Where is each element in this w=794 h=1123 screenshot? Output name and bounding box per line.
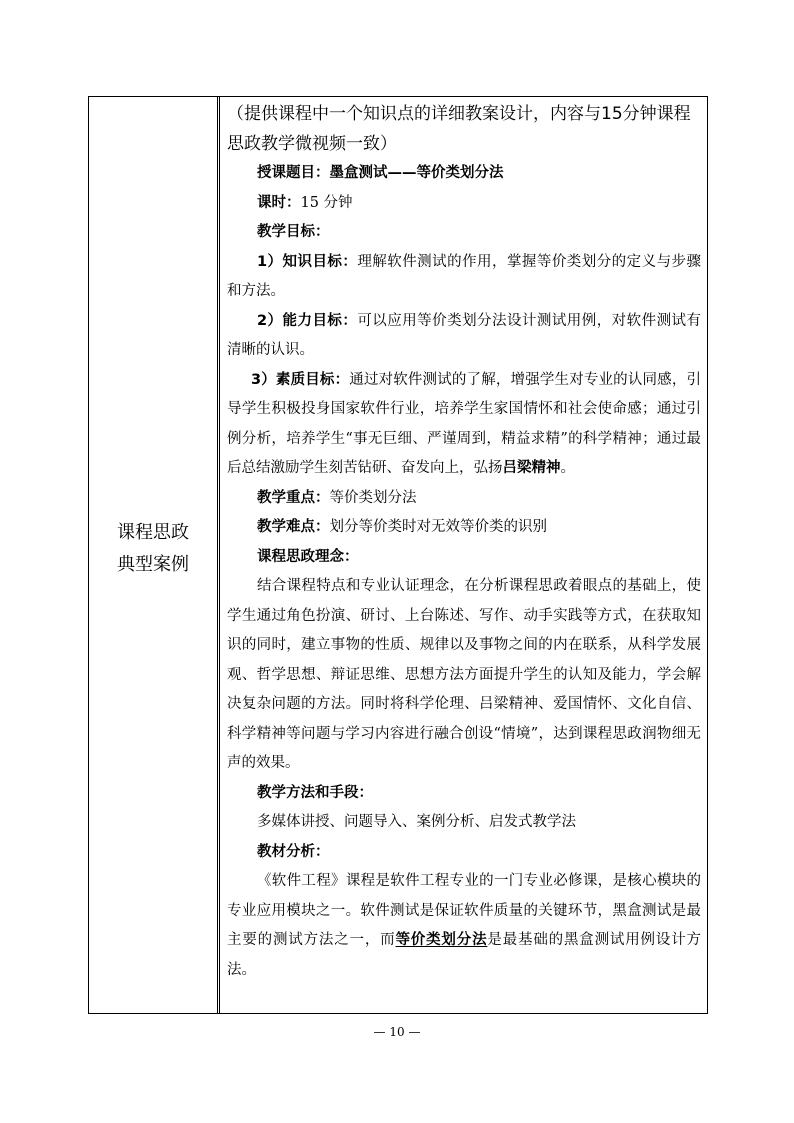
goal-knowledge-label: 1）知识目标： [257, 253, 358, 270]
difficulty-value: 划分等价类时对无效等价类的识别 [329, 519, 547, 535]
goal-quality-label: 3）素质目标： [251, 371, 350, 388]
material-text-b: 是最基础的黑盒测试用例设计方法。 [227, 932, 702, 978]
goals-heading-text: 教学目标： [257, 224, 330, 240]
row-header-line-1: 课程思政 [117, 522, 189, 543]
goal-quality-end: 。 [560, 460, 575, 476]
row-header [89, 517, 217, 581]
topic-value: 墨盒测试——等价类划分法 [329, 165, 504, 181]
hours-line [227, 189, 701, 219]
difficulty-line [227, 513, 701, 543]
philosophy-text: 结合课程特点和专业认证理念，在分析课程思政着眼点的基础上，使学生通过角色扮演、研讨、上台陈述、写作、动手实践等方式，在获取知识的同时，建立事物的性质、规律以及事物之间的内在联系，从科学发展观、哲学思想、辩证思维、思想方法方面提升学生的认知及能力，学会解决复杂问题的方法。同时将科学伦理、吕梁精神、爱国情怀、文化自信、科学精神等问题与学习内容进行融合创设“情境”，达到课程思政润物细无声的效果。 [227, 578, 701, 771]
key-point-value: 等价类划分法 [329, 489, 417, 506]
goal-knowledge-text: 理解软件测试的作用，掌握等价类划分的定义与步骤和方法。 [227, 253, 701, 299]
goal-ability-label: 2）能力目标： [257, 312, 358, 329]
material-text [227, 867, 701, 985]
goal-knowledge [227, 248, 701, 307]
column-divider [217, 97, 218, 1014]
methods-heading-text: 教学方法和手段： [257, 784, 373, 801]
philosophy-heading-text: 课程思政理念： [257, 548, 359, 565]
goal-ability [227, 307, 701, 366]
difficulty-label: 教学难点： [257, 519, 330, 535]
goal-ability-text: 可以应用等价类划分法设计测试用例，对软件测试有清晰的认识。 [227, 312, 701, 358]
goal-quality [227, 366, 701, 484]
table-bottom-border [88, 1013, 708, 1014]
goal-quality-emphasis: 吕梁精神 [502, 460, 561, 476]
topic-label: 授课题目： [257, 165, 330, 181]
hours-label: 课时： [257, 194, 301, 211]
row-header-line-2: 典型案例 [117, 554, 189, 575]
material-underlined: 等价类划分法 [395, 932, 488, 948]
column-divider-inner [219, 97, 220, 1014]
topic-line [227, 159, 701, 189]
goals-heading [227, 218, 701, 248]
lesson-plan-content [227, 99, 701, 985]
key-point-line [227, 484, 701, 514]
methods-heading [227, 779, 701, 809]
case-table [88, 96, 708, 1014]
key-point-label: 教学重点： [257, 489, 330, 506]
goal-quality-text: 通过对软件测试的了解，增强学生对专业的认同感，引导学生积极投身国家软件行业，培养学生家国情怀和社会使命感；通过引例分析，培养学生“事无巨细、严谨周到，精益求精”的科学精神；通过最后总结激励学生刻苦钻研、奋发向上，弘扬 [227, 371, 701, 476]
page-number: — 10 — [373, 1025, 421, 1039]
intro-instruction: （提供课程中一个知识点的详细教案设计，内容与15分钟课程思政教学微视频一致） [227, 104, 691, 154]
philosophy-heading [227, 543, 701, 573]
hours-value: 15 分钟 [300, 194, 353, 211]
methods-text: 多媒体讲授、问题导入、案例分析、启发式教学法 [257, 814, 576, 830]
material-heading-text: 教材分析： [257, 843, 330, 860]
material-text-a: 《软件工程》课程是软件工程专业的一门专业必修课，是核心模块的专业应用模块之一。软件测试是保证软件质量的关键环节，黑盒测试是最主要的测试方法之一，而 [227, 873, 701, 948]
material-heading [227, 838, 701, 868]
